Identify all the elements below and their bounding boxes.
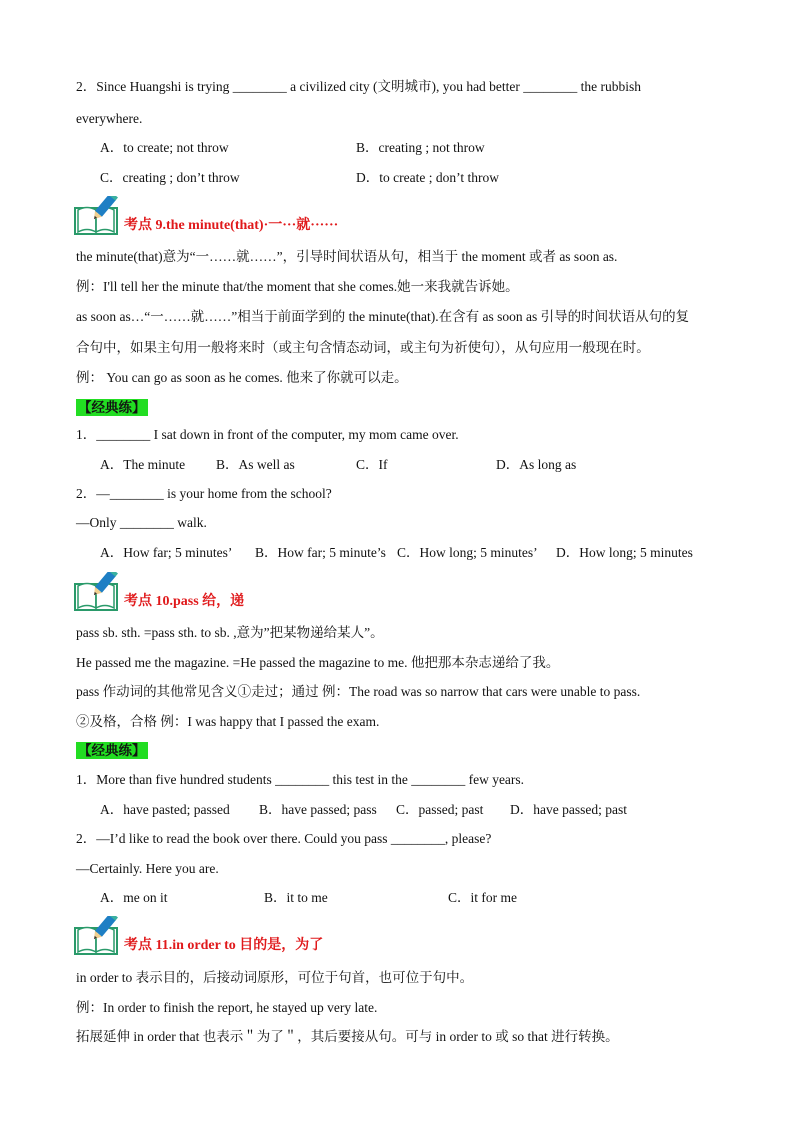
question-stem: 2．Since Huangshi is trying ________ a civilized city (文明城市), you had better ________ the rubbish xyxy=(76,79,642,94)
option-a: A．to create; not throw xyxy=(100,140,229,155)
question-stem: 2．—________ is your home from the school? xyxy=(76,486,332,501)
question-stem-continued: everywhere. xyxy=(76,111,143,126)
explanation-line: the minute(that)意为“一……就……”，引导时间状语从句，相当于 the moment 或者 as soon as. xyxy=(76,249,618,264)
option-c: C．If xyxy=(356,457,388,472)
option-b: B．As well as xyxy=(216,457,295,472)
question-stem: 1．________ I sat down in front of the computer, my mom came over. xyxy=(76,427,459,442)
practice-label: 【经典练】 xyxy=(78,743,146,758)
option-b: B．How far; 5 minute’s xyxy=(255,545,386,560)
book-pencil-icon xyxy=(74,572,120,612)
option-b: B．creating ; not throw xyxy=(356,140,485,155)
question-stem: 1．More than five hundred students ________ this test in the ________ few years. xyxy=(76,772,525,787)
explanation-line: 拓展延伸 in order that 也表示＂为了＂，其后要接从句。可与 in order to 或 so that 进行转换。 xyxy=(76,1029,619,1044)
option-b: B．have passed; pass xyxy=(259,802,377,817)
question-stem-continued: —Only ________ walk. xyxy=(76,515,207,530)
book-pencil-icon xyxy=(74,916,120,956)
option-d: D．How long; 5 minutes xyxy=(556,545,693,560)
explanation-line: as soon as…“一……就……”相当于前面学到的 the minute(that).在含有 as soon as 引导的时间状语从句的复 xyxy=(76,309,690,324)
option-a: A．me on it xyxy=(100,890,168,905)
section-heading xyxy=(74,916,323,956)
explanation-line: 合句中，如果主句用一般将来时（或主句含情态动词，或主句为祈使句），从句应用一般现在时。 xyxy=(76,340,650,355)
option-d: D．As long as xyxy=(496,457,577,472)
section-heading xyxy=(74,572,244,612)
option-d: D．to create ; don’t throw xyxy=(356,170,499,185)
section-title: 考点 9.the minute(that)·一···就······ xyxy=(124,218,339,233)
option-a: A．have pasted; passed xyxy=(100,802,230,817)
example-line: 例： You can go as soon as he comes. 他来了你就可以走。 xyxy=(76,370,408,385)
explanation-line: pass 作动词的其他常见含义①走过；通过 例：The road was so narrow that cars were unable to pass. xyxy=(76,684,641,699)
option-d: D．have passed; past xyxy=(510,802,627,817)
section-title: 考点 10.pass 给，递 xyxy=(124,594,245,609)
practice-label: 【经典练】 xyxy=(78,400,146,415)
section-heading xyxy=(74,196,338,236)
option-b: B．it to me xyxy=(264,890,328,905)
option-a: A．The minute xyxy=(100,457,186,472)
option-c: C．passed; past xyxy=(396,802,484,817)
example-line: 例：In order to finish the report, he stayed up very late. xyxy=(76,1000,378,1015)
book-pencil-icon xyxy=(74,196,120,236)
question-stem: 2．—I’d like to read the book over there. Could you pass ________, please? xyxy=(76,831,492,846)
option-c: C．it for me xyxy=(448,890,517,905)
question-stem-continued: —Certainly. Here you are. xyxy=(76,861,219,876)
option-c: C．How long; 5 minutes’ xyxy=(397,545,538,560)
explanation-line: pass sb. sth. =pass sth. to sb. ,意为”把某物递给某人”。 xyxy=(76,625,384,640)
explanation-line: in order to 表示目的，后接动词原形，可位于句首，也可位于句中。 xyxy=(76,970,474,985)
example-line: 例：I'll tell her the minute that/the moment that she comes.她一来我就告诉她。 xyxy=(76,279,519,294)
option-c: C．creating ; don’t throw xyxy=(100,170,240,185)
option-a: A．How far; 5 minutes’ xyxy=(100,545,233,560)
example-line: He passed me the magazine. =He passed the magazine to me. 他把那本杂志递给了我。 xyxy=(76,655,560,670)
explanation-line: ②及格，合格 例：I was happy that I passed the exam. xyxy=(76,714,380,729)
section-title: 考点 11.in order to 目的是，为了 xyxy=(124,938,324,953)
